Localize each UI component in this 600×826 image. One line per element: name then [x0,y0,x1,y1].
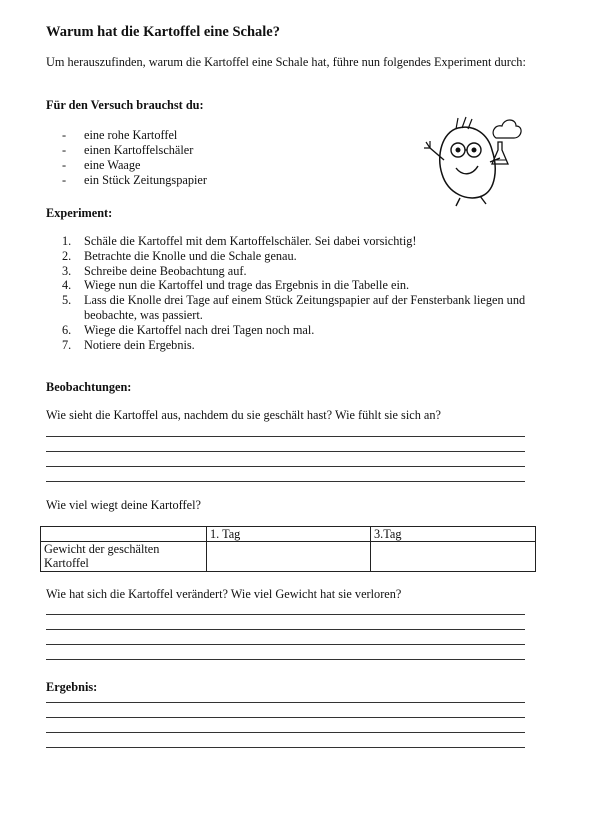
answer-line[interactable] [46,644,525,645]
potato-mascot-icon [420,108,528,208]
question-weight: Wie viel wiegt deine Kartoffel? [46,498,201,512]
dash-bullet: - [62,143,67,157]
list-item: - einen Kartoffelschäler [62,143,194,157]
list-item: 7. Notiere dein Ergebnis. [62,337,195,352]
table-cell-day3[interactable] [371,542,536,572]
weight-table [40,526,536,572]
list-item: - ein Stück Zeitungspapier [62,173,207,187]
result-heading: Ergebnis: [46,680,98,694]
materials-list [62,128,207,188]
table-header-day3: 3.Tag [371,527,536,542]
dash-bullet: - [62,158,67,172]
list-item: 2. Betrachte die Knolle und die Schale genau. [62,248,297,263]
answer-line[interactable] [46,466,525,467]
list-item: - eine Waage [62,158,141,172]
answer-line[interactable] [46,659,525,660]
answer-line[interactable] [46,481,525,482]
answer-line[interactable] [46,451,525,452]
list-item: 4. Wiege nun die Kartoffel und trage das Ergebnis in die Tabelle ein. [62,278,410,293]
question-appearance: Wie sieht die Kartoffel aus, nachdem du sie geschält hast? Wie fühlt sie sich an? [46,408,442,422]
answer-line[interactable] [46,747,525,748]
dash-bullet: - [62,173,67,187]
answer-line[interactable] [46,629,525,630]
table-cell-day1[interactable] [207,542,371,572]
table-row-label: Gewicht der geschälten Kartoffel [41,542,207,572]
materials-heading: Für den Versuch brauchst du: [46,98,204,112]
list-item: 5. Lass die Knolle drei Tage auf einem Stück Zeitungspapier auf der Fensterbank liegen und beobachte, was passiert. [62,293,526,322]
list-item: 6. Wiege die Kartoffel nach drei Tagen noch mal. [62,322,315,337]
list-item: 3. Schreibe deine Beobachtung auf. [62,263,247,278]
intro-text: Um herauszufinden, warum die Kartoffel eine Schale hat, führe nun folgendes Experiment durch: [46,55,526,69]
answer-line[interactable] [46,614,525,615]
experiment-heading: Experiment: [46,206,113,220]
question-change: Wie hat sich die Kartoffel verändert? Wie viel Gewicht hat sie verloren? [46,587,402,601]
answer-line[interactable] [46,732,525,733]
answer-line[interactable] [46,436,525,437]
page-title: Warum hat die Kartoffel eine Schale? [46,24,280,40]
dash-bullet: - [62,128,67,142]
answer-line[interactable] [46,717,525,718]
list-item: 1. Schäle die Kartoffel mit dem Kartoffelschäler. Sei dabei vorsichtig! [62,234,417,248]
answer-line[interactable] [46,702,525,703]
observations-heading: Beobachtungen: [46,380,132,394]
table-header-day1: 1. Tag [207,527,371,542]
table-corner-cell [41,527,207,542]
experiment-steps [62,234,542,352]
list-item: - eine rohe Kartoffel [62,128,178,142]
